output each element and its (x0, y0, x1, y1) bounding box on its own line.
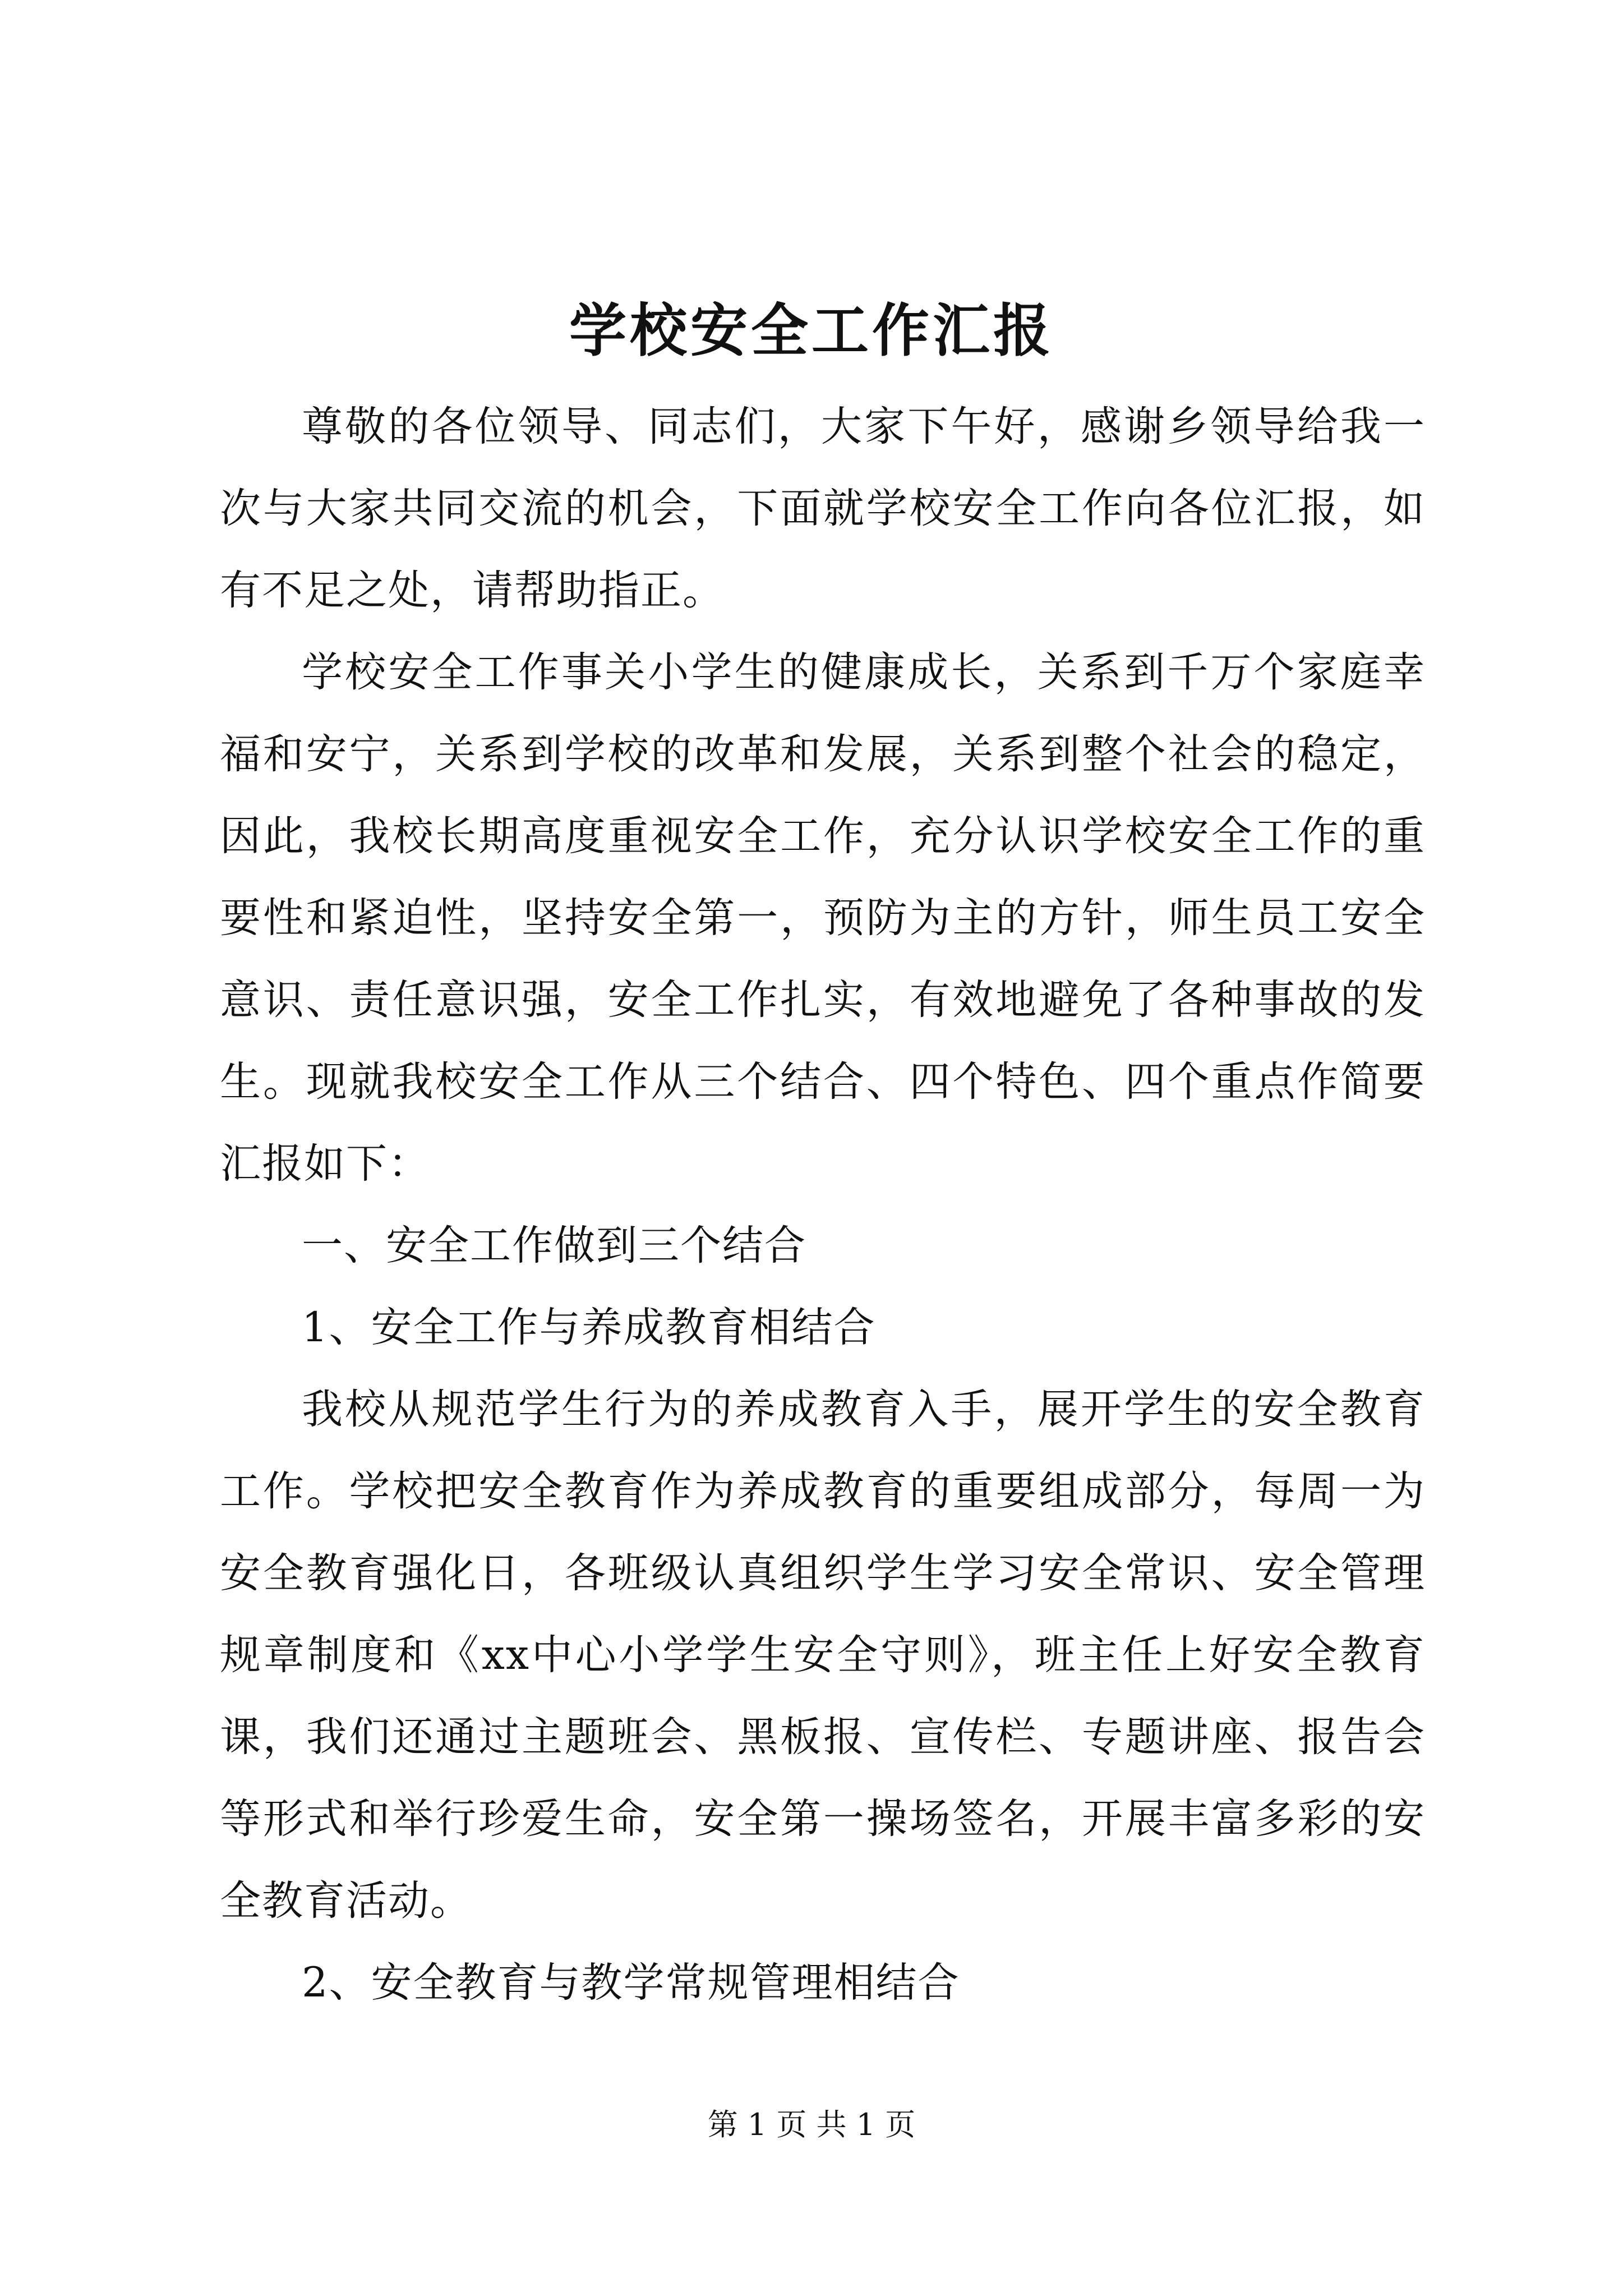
page-number-footer: 第 1 页 共 1 页 (707, 2107, 916, 2142)
subsection-heading-2: 2、安全教育与教学常规管理相结合 (302, 1959, 960, 2007)
document-title: 学校安全工作汇报 (569, 297, 1054, 365)
paragraph-greeting: 尊敬的各位领导、同志们，大家下午好，感谢乡领导给我一次与大家共同交流的机会，下面就学校安全工作向各位汇报，如有不足之处，请帮助指正。 (220, 403, 1426, 614)
paragraph-section-1-1: 我校从规范学生行为的养成教育入手，展开学生的安全教育工作。学校把安全教育作为养成教育的重要组成部分，每周一为安全教育强化日，各班级认真组织学生学习安全常识、安全管理规章制度和《xx中心小学学生安全守则》，班主任上好安全教育课，我们还通过主题班会、黑板报、宣传栏、专题讲座、报告会等形式和举行珍爱生命，安全第一操场签名，开展丰富多彩的安全教育活动。 (220, 1386, 1426, 1925)
document-body (220, 386, 1426, 2024)
paragraph-intro: 学校安全工作事关小学生的健康成长，关系到千万个家庭幸福和安宁，关系到学校的改革和发展，关系到整个社会的稳定，因此，我校长期高度重视安全工作，充分认识学校安全工作的重要性和紧迫性，坚持安全第一，预防为主的方针，师生员工安全意识、责任意识强，安全工作扎实，有效地避免了各种事故的发生。现就我校安全工作从三个结合、四个特色、四个重点作简要汇报如下： (220, 648, 1426, 1188)
subsection-heading-1: 1、安全工作与养成教育相结合 (302, 1304, 876, 1351)
section-heading-1: 一、安全工作做到三个结合 (302, 1222, 806, 1269)
